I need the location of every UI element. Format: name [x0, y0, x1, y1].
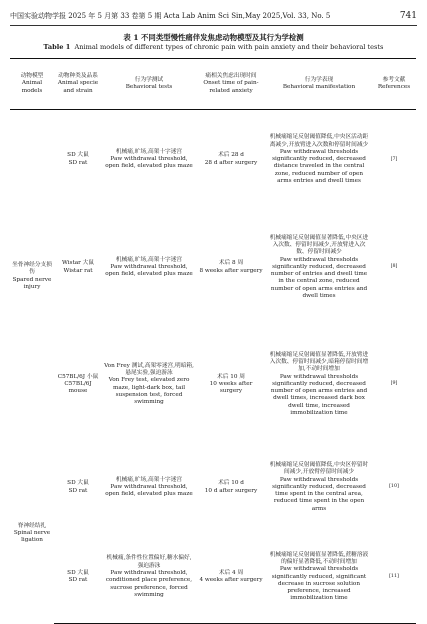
onset-cell: 术后 10 周 10 weeks after surgery: [209, 373, 253, 395]
column-header-onset: 痛相关焦虑出现时间 Onset time of pain-related anxiety: [196, 59, 266, 110]
species-cell: SD 大鼠 SD rat: [67, 480, 89, 494]
species-cell: SD 大鼠 SD rat: [67, 152, 89, 166]
column-header-species: 动物种类及品系 Animal specie and strain: [54, 59, 102, 110]
reference-cell: [11]: [372, 532, 416, 624]
column-header-manifestation: 行为学表现 Behavioral manifestation: [266, 59, 372, 110]
tests-cell: Von Frey 测试,高架零迷宫,明暗箱,悬尾实验,强迫游泳 Von Frey test, elevated zero maze, light-dark box, tail suspension test, forced swimming: [104, 362, 194, 406]
model-cell-spinal-nerve-ligation: 脊神经结扎 Spinal nerve ligation: [13, 522, 51, 544]
manifestation-cell: 机械痛缩足反射阈值显著降低,蔗糖溶液的偏好显著降低,不动时间增加 Paw withdrawal thresholds significantly reduced, significant decrease in sucrose solution preference, increased immobilization time: [266, 532, 372, 624]
manifestation-cell: 机械痛缩足反射阈值显著降低,开放臂进入次数、停留时间减少,暗箱停留时间增加,不动时间增加 Paw withdrawal thresholds significantly reduced, decreased number of open arms entries and dwell times, increased dark box dwell time, increased immobilization time: [269, 351, 369, 417]
species-cell: Wistar 大鼠 Wistar rat: [61, 260, 95, 274]
reference-cell: [7]: [390, 156, 398, 162]
manifestation-cell: 机械痛缩足反射阈值显著降低,中央区进入次数、停留时间减少,开放臂进入次数、停留时间减少 Paw withdrawal thresholds significantly reduced, decreased number of entries and dwell time in the central zone, reduced number of open arms entries and dwell times: [269, 234, 369, 300]
reference-cell: [8]: [390, 264, 398, 270]
journal-running-header: [10, 8, 417, 24]
table-title-chinese: 表 1 不同类型慢性痛伴发焦虑动物模型及其行为学检测: [123, 33, 304, 42]
manifestation-cell: 机械痛缩足反射阈值降低,中央区停留时间减少,开放臂停留时间减少 Paw withdrawal thresholds significantly reduced, decreased time spent in the central area, reduced time spent in the open arms: [269, 461, 369, 512]
animal-models-table: [10, 58, 416, 624]
column-header-tests: 行为学测试 Behavioral tests: [102, 59, 196, 110]
table-label: Table 1: [43, 43, 71, 51]
model-cell-spared-nerve-injury: 坐骨神经分支损伤 Spared nerve injury: [12, 262, 52, 291]
species-cell: C57BL/6J 小鼠 C57BL/6J mouse: [57, 373, 99, 395]
reference-cell: [9]: [390, 381, 398, 387]
table-row: [10, 444, 416, 532]
column-header-model: 动物模型 Animal models: [10, 59, 54, 110]
onset-cell: 术后 8 周 8 weeks after surgery: [199, 260, 263, 274]
table-row: [10, 326, 416, 444]
table-title-english: [0, 43, 427, 51]
reference-cell: [10]: [389, 484, 399, 490]
species-cell: SD 大鼠 SD rat: [54, 532, 102, 624]
column-header-references: 参考文献 References: [372, 59, 416, 110]
manifestation-cell: 机械痛缩足反射阈值降低,中央区活动距离减少,开放臂进入次数和停留时间减少 Paw withdrawal thresholds significantly reduced, decreased distance traveled in the central zone, reduced number of open arms entries and dwell times: [269, 134, 369, 184]
onset-cell: 术后 4 周 4 weeks after surgery: [196, 532, 266, 624]
page-number: 741: [399, 11, 417, 21]
tests-cell: 机械痛,旷场,高架十字迷宫 Paw withdrawal threshold, open field, elevated plus maze: [105, 476, 193, 498]
tests-cell: 机械痛,旷场,高架十字迷宫 Paw withdrawal threshold, open field, elevated plus maze: [105, 148, 193, 170]
header-divider: [10, 25, 417, 26]
tests-cell: 机械痛,条件性位置偏好,糖水偏好,强迫游泳 Paw withdrawal threshold, conditioned place preference, sucrose preference, forced swimming: [102, 532, 196, 624]
table-row: [10, 110, 416, 210]
onset-cell: 术后 28 d 28 d after surgery: [204, 152, 258, 166]
table-caption: Animal models of different types of chronic pain with pain anxiety and their behavioral tests: [74, 43, 384, 51]
table-header-row: [10, 59, 416, 110]
journal-citation: 中国实验动物学报 2025 年 5 月第 33 卷第 5 期 Acta Lab Anim Sci Sin,May 2025,Vol. 33, No. 5: [10, 12, 331, 20]
tests-cell: 机械痛,旷场,高架十字迷宫 Paw withdrawal threshold, open field, elevated plus maze: [105, 256, 193, 278]
table-row: [10, 210, 416, 326]
table-row: [10, 532, 416, 624]
onset-cell: 术后 10 d 10 d after surgery: [204, 480, 258, 494]
